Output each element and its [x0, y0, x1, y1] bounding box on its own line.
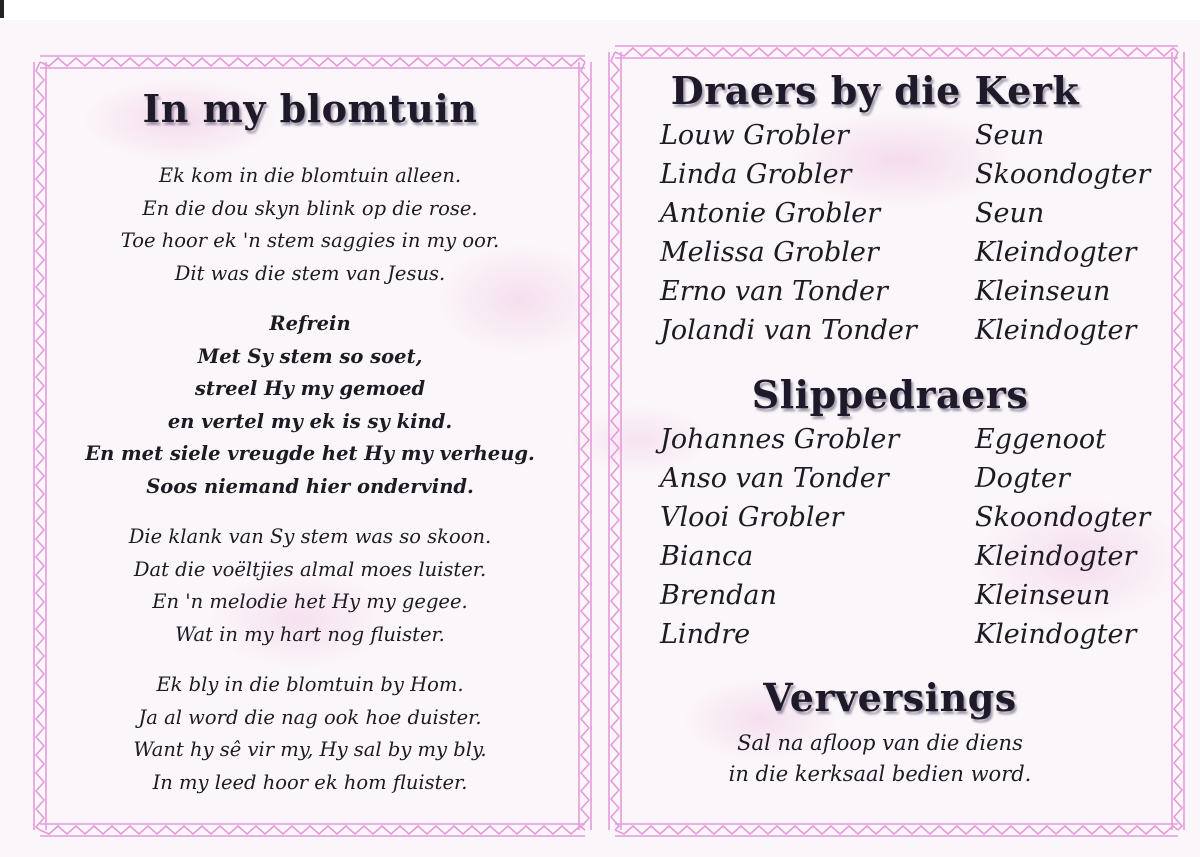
- poem-line: en vertel my ek is sy kind.: [167, 409, 453, 433]
- poem-line: Ek kom in die blomtuin alleen.: [158, 164, 462, 187]
- person-relation: Seun: [975, 198, 1045, 229]
- person-name: Bianca: [660, 541, 754, 572]
- border-zigzag: [36, 62, 44, 830]
- refrain-heading: Refrein: [269, 312, 351, 335]
- poem-line: Wat in my hart nog fluister.: [175, 622, 445, 646]
- person-relation: Kleindogter: [975, 541, 1137, 572]
- stanza-2: [60, 521, 560, 651]
- verversings-title: Verversings: [763, 675, 1017, 720]
- person-name: Johannes Grobler: [660, 424, 900, 455]
- poem-body: [60, 160, 560, 799]
- poem-line: Dit was die stem van Jesus.: [174, 261, 446, 285]
- poem-line: Ek bly in die blomtuin by Hom.: [156, 673, 464, 696]
- border-zigzag: [615, 48, 1178, 56]
- poem-line: Met Sy stem so soet,: [197, 344, 423, 368]
- person-relation: Skoondogter: [975, 159, 1151, 190]
- person-relation: Kleinseun: [975, 580, 1111, 611]
- person-name: Linda Grobler: [660, 159, 852, 190]
- poem-line: Ja al word die nag ook hoe duister.: [138, 705, 482, 729]
- person-name: Jolandi van Tonder: [660, 315, 917, 346]
- person-name: Anso van Tonder: [660, 463, 889, 494]
- person-name: Brendan: [660, 580, 777, 611]
- poem-line: En 'n melodie het Hy my gegee.: [152, 590, 468, 613]
- poem-line: Dat die voëltjies almal moes luister.: [133, 557, 487, 581]
- poem-line: En met siele vreugde het Hy my verheug.: [85, 442, 535, 465]
- poem-line: En die dou skyn blink op die rose.: [142, 196, 478, 220]
- poem-section: [60, 84, 560, 799]
- slippedraers-title: Slippedraers: [751, 372, 1029, 417]
- border-zigzag: [611, 52, 619, 830]
- verversings-line: in die kerksaal bedien word.: [728, 762, 1032, 786]
- person-relation: Dogter: [975, 463, 1070, 494]
- border-zigzag: [40, 58, 585, 66]
- person-relation: Kleindogter: [975, 619, 1137, 650]
- person-relation: Kleinseun: [975, 276, 1111, 307]
- person-name: Erno van Tonder: [660, 276, 888, 307]
- poem-line: Toe hoor ek 'n stem saggies in my oor.: [120, 229, 500, 252]
- person-name: Vlooi Grobler: [660, 502, 844, 533]
- poem-line: Want hy sê vir my, Hy sal by my bly.: [133, 738, 487, 761]
- verversings-text: [660, 728, 1100, 790]
- person-relation: Kleindogter: [975, 237, 1137, 268]
- draers-list: [660, 120, 1160, 360]
- poem-line: streel Hy my gemoed: [194, 377, 426, 400]
- border-zigzag: [1174, 52, 1182, 830]
- person-relation: Eggenoot: [975, 424, 1107, 455]
- person-relation: Seun: [975, 120, 1045, 151]
- stanza-3: [60, 669, 560, 799]
- person-relation: Skoondogter: [975, 502, 1151, 533]
- refrain: [60, 341, 560, 504]
- border-zigzag: [581, 62, 589, 830]
- poem-line: In my leed hoor ek hom fluister.: [152, 770, 468, 794]
- poem-line: Die klank van Sy stem was so skoon.: [128, 525, 492, 548]
- draers-title: Draers by die Kerk: [670, 68, 1080, 113]
- poem-title: In my blomtuin: [142, 86, 478, 131]
- person-name: Lindre: [660, 619, 751, 650]
- border-zigzag: [40, 826, 585, 834]
- poem-line: Soos niemand hier ondervind.: [146, 474, 474, 498]
- person-name: Antonie Grobler: [660, 198, 881, 229]
- person-relation: Kleindogter: [975, 315, 1137, 346]
- border-zigzag: [615, 826, 1178, 834]
- person-name: Melissa Grobler: [660, 237, 879, 268]
- stanza-1: [60, 160, 560, 290]
- verversings-line: Sal na afloop van die diens: [737, 731, 1023, 755]
- person-name: Louw Grobler: [660, 120, 849, 151]
- slippedraers-list: [660, 424, 1160, 664]
